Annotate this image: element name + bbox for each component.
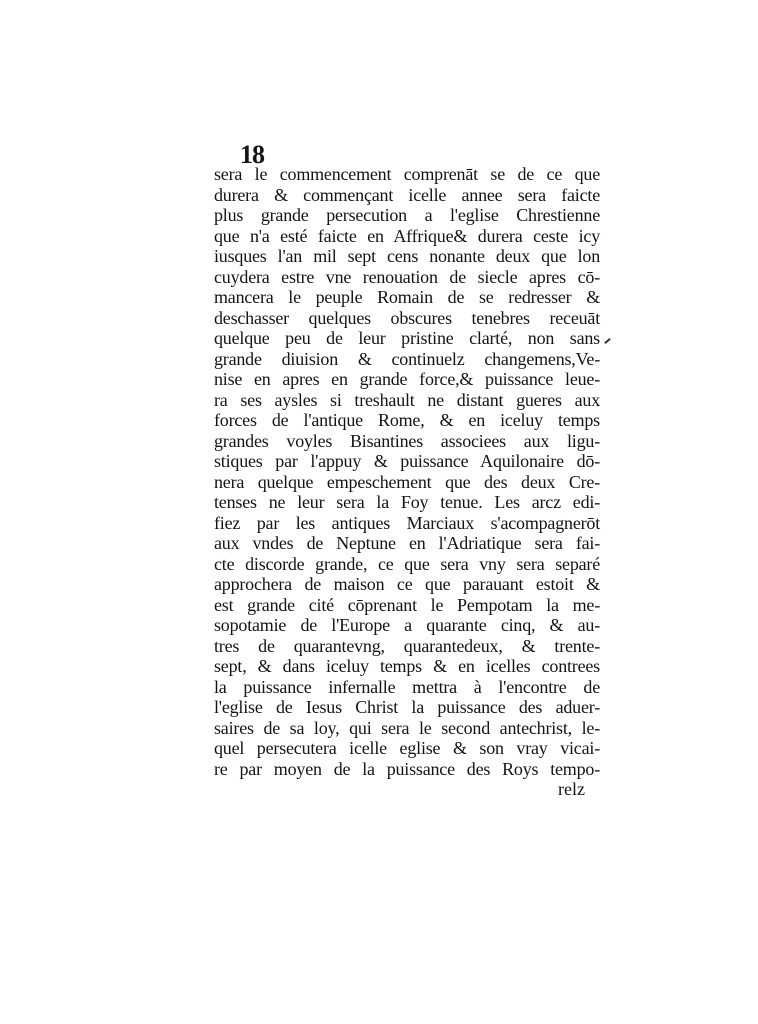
text-line: quel persecutera icelle eglise & son vray vicai- — [214, 738, 600, 758]
text-line: tenses ne leur sera la Foy tenue. Les arcz edi- — [214, 492, 600, 512]
catchword: relz — [558, 779, 585, 799]
text-line: deschasser quelques obscures tenebres receuāt — [214, 307, 600, 328]
text-line: l'eglise de Iesus Christ la puissance des aduer- — [214, 697, 600, 717]
text-line: nise en apres en grande force,& puissance leue- — [214, 369, 600, 389]
text-line: sera le commencement comprenāt se de ce que — [214, 164, 600, 184]
text-line: cte discorde grande, ce que sera vny sera separé — [214, 553, 600, 574]
text-line: tres de quarantevng, quarantedeux, & trente- — [214, 635, 600, 656]
text-line: nera quelque empeschement que des deux Cre- — [214, 471, 600, 492]
text-line: est grande cité cōprenant le Pempotam la me- — [214, 594, 600, 615]
body-text — [214, 164, 600, 779]
text-line: sopotamie de l'Europe a quarante cinq, & au- — [214, 615, 600, 635]
text-line: sept, & dans iceluy temps & en icelles contrees — [214, 656, 600, 676]
text-line: saires de sa loy, qui sera le second antechrist, le- — [214, 717, 600, 738]
text-line: plus grande persecution a l'eglise Chrestienne — [214, 205, 600, 225]
text-line: quelque peu de leur pristine clarté, non sans — [214, 328, 600, 348]
text-line: stiques par l'appuy & puissance Aquilonaire dō- — [214, 451, 600, 471]
text-line: grande diuision & continuelz changemens,Ve- — [214, 348, 600, 369]
text-line: ra ses aysles si treshault ne distant gueres aux — [214, 389, 600, 410]
text-line: mancera le peuple Romain de se redresser & — [214, 287, 600, 307]
page-number: 18 — [240, 140, 264, 169]
ink-mark — [604, 338, 611, 344]
text-line: grandes voyles Bisantines associees aux ligu- — [214, 430, 600, 451]
text-line: fiez par les antiques Marciaux s'acompagnerōt — [214, 512, 600, 533]
text-line: forces de l'antique Rome, & en iceluy temps — [214, 410, 600, 430]
text-line: aux vndes de Neptune en l'Adriatique sera fai- — [214, 533, 600, 553]
text-line: re par moyen de la puissance des Roys tempo- — [214, 758, 600, 779]
text-line: cuydera estre vne renouation de siecle apres cō- — [214, 266, 600, 287]
text-line: la puissance infernalle mettra à l'encontre de — [214, 676, 600, 697]
text-line: que n'a esté faicte en Affrique& durera ceste icy — [214, 225, 600, 246]
text-line: approchera de maison ce que parauant estoit & — [214, 574, 600, 594]
text-line: durera & commençant icelle annee sera faicte — [214, 184, 600, 205]
text-line: iusques l'an mil sept cens nonante deux que lon — [214, 246, 600, 266]
